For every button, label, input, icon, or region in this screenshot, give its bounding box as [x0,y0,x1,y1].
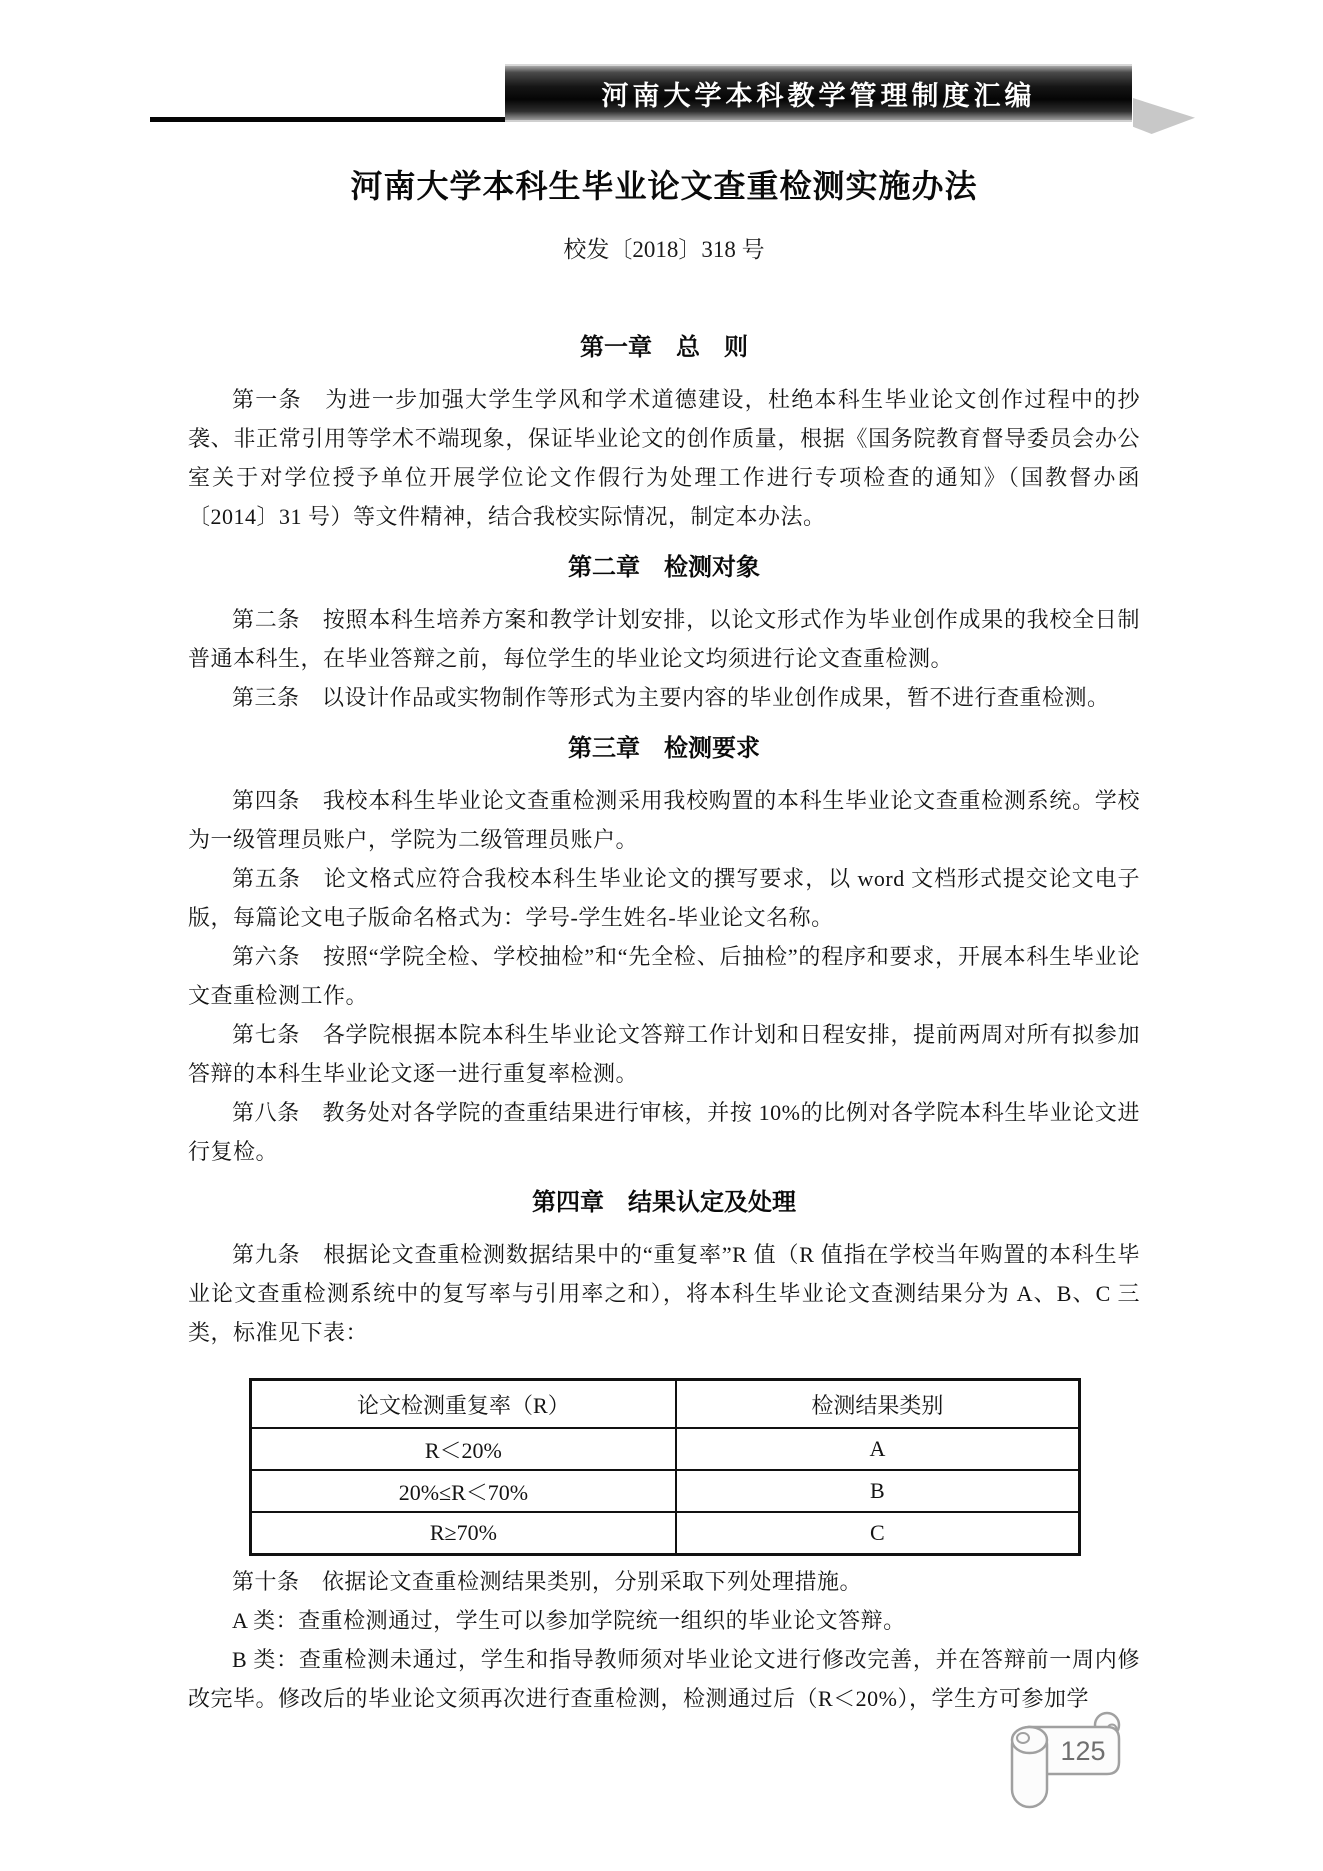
document-title: 河南大学本科生毕业论文查重检测实施办法 [350,168,978,204]
table-row [251,1512,1080,1555]
article-5: 第五条 论文格式应符合我校本科生毕业论文的撰写要求，以 word 文档形式提交论文电子版，每篇论文电子版命名格式为：学号-学生姓名-毕业论文名称。 [188,866,1140,930]
table-cell-category: C [676,1512,1080,1555]
chapter-3-heading: 第三章 检测要求 [568,735,760,762]
article-2: 第二条 按照本科生培养方案和教学计划安排，以论文形式作为毕业创作成果的我校全日制普通本科生，在毕业答辩之前，每位学生的毕业论文均须进行论文查重检测。 [188,607,1140,671]
header-arrow-icon [1133,98,1195,134]
article-7: 第七条 各学院根据本院本科生毕业论文答辩工作计划和日程安排，提前两周对所有拟参加答辩的本科生毕业论文逐一进行重复率检测。 [188,1022,1140,1086]
table-row [251,1428,1080,1470]
article-3: 第三条 以设计作品或实物制作等形式为主要内容的毕业创作成果，暂不进行查重检测。 [232,685,1110,710]
article-1: 第一条 为进一步加强大学生学风和学术道德建设，杜绝本科生毕业论文创作过程中的抄袭、非正常引用等学术不端现象，保证毕业论文的创作质量，根据《国务院教育督导委员会办公室关于对学位授予单位开展学位论文作假行为处理工作进行专项检查的通知》（国教督办函〔2014〕31 号）等文件精神，结合我校实际情况，制定本办法。 [188,387,1140,529]
document-body [188,143,1140,1718]
page-number: 125 [1060,1736,1106,1766]
class-a-measure: A 类：查重检测通过，学生可以参加学院统一组织的毕业论文答辩。 [232,1608,906,1633]
article-9: 第九条 根据论文查重检测数据结果中的“重复率”R 值（R 值指在学校当年购置的本科生毕业论文查重检测系统中的复写率与引用率之和），将本科生毕业论文查测结果分为 A、B、C 三类，标准见下表： [188,1242,1140,1345]
result-classification-table [249,1378,1081,1556]
page-number-scroll-icon [1003,1710,1138,1812]
table-header-row [251,1380,1080,1429]
table-cell-category: A [676,1428,1080,1470]
table-cell-rate: 20%≤R＜70% [251,1470,676,1512]
article-10: 第十条 依据论文查重检测结果类别，分别采取下列处理措施。 [232,1569,863,1594]
article-8: 第八条 教务处对各学院的查重结果进行审核，并按 10%的比例对各学院本科生毕业论文进行复检。 [188,1100,1140,1164]
document-number: 校发〔2018〕318 号 [563,237,765,262]
header-banner-text: 河南大学本科教学管理制度汇编 [601,80,1036,111]
chapter-4-heading: 第四章 结果认定及处理 [532,1189,796,1216]
class-b-measure: B 类：查重检测未通过，学生和指导教师须对毕业论文进行修改完善，并在答辩前一周内修改完毕。修改后的毕业论文须再次进行查重检测，检测通过后（R＜20%），学生方可参加学 [188,1647,1140,1711]
table-header-result-category: 检测结果类别 [676,1380,1080,1429]
chapter-1-heading: 第一章 总 则 [580,334,748,361]
header-rule [150,117,507,122]
table-cell-rate: R≥70% [251,1512,676,1555]
header-banner [505,64,1132,122]
article-6: 第六条 按照“学院全检、学校抽检”和“先全检、后抽检”的程序和要求，开展本科生毕业论文查重检测工作。 [188,944,1140,1008]
table-cell-category: B [676,1470,1080,1512]
article-4: 第四条 我校本科生毕业论文查重检测采用我校购置的本科生毕业论文查重检测系统。学校为一级管理员账户，学院为二级管理员账户。 [188,788,1140,852]
table-cell-rate: R＜20% [251,1428,676,1470]
table-header-repetition-rate: 论文检测重复率（R） [251,1380,676,1429]
table-row [251,1470,1080,1512]
chapter-2-heading: 第二章 检测对象 [568,554,760,581]
